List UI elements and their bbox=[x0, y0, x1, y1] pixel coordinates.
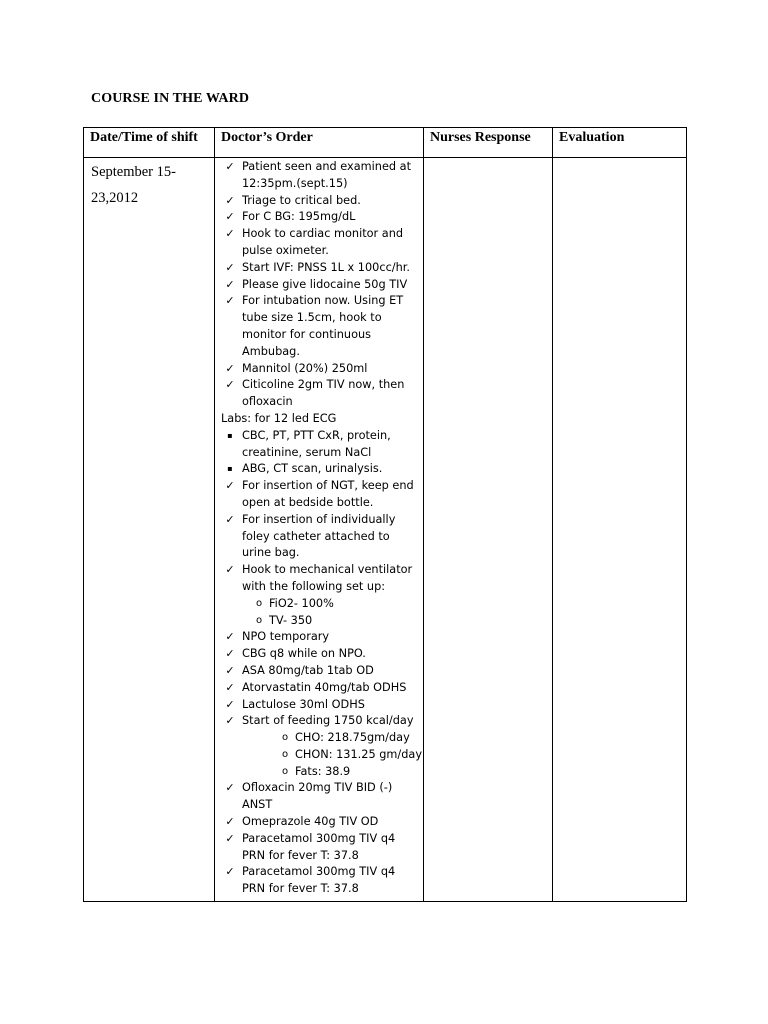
order-text: ASA 80mg/tab 1tab OD bbox=[242, 663, 374, 677]
list-item bbox=[215, 831, 423, 865]
order-text: FiO2- 100% bbox=[269, 596, 334, 610]
header-date-time: Date/Time of shift bbox=[84, 128, 215, 158]
list-item bbox=[215, 512, 423, 562]
list-item bbox=[215, 814, 423, 831]
order-text: Triage to critical bed. bbox=[242, 193, 361, 207]
checkmark-icon: ✓ bbox=[225, 563, 235, 577]
header-nurses-response: Nurses Response bbox=[424, 128, 553, 158]
list-item bbox=[215, 747, 423, 764]
list-item bbox=[215, 646, 423, 663]
order-text: Lactulose 30ml ODHS bbox=[242, 697, 365, 711]
checkmark-icon: ✓ bbox=[225, 865, 235, 879]
checkmark-icon: ✓ bbox=[225, 815, 235, 829]
document-title: COURSE IN THE WARD bbox=[91, 91, 250, 106]
list-item bbox=[215, 697, 423, 714]
order-text: Paracetamol 300mg TIV q4 PRN for fever T: 37.8 bbox=[242, 865, 396, 896]
header-doctors-order: Doctor’s Order bbox=[215, 128, 424, 158]
circle-bullet-icon: o bbox=[255, 614, 263, 626]
checkmark-icon: ✓ bbox=[225, 714, 235, 728]
list-item bbox=[215, 277, 423, 294]
list-item: Labs: for 12 led ECG bbox=[221, 411, 337, 425]
order-text: For insertion of individually foley catheter attached to urine bag. bbox=[242, 512, 396, 560]
doctors-order-cell bbox=[215, 158, 424, 902]
order-text: Atorvastatin 40mg/tab ODHS bbox=[242, 680, 407, 694]
order-text: Omeprazole 40g TIV OD bbox=[242, 815, 379, 829]
checkmark-icon: ✓ bbox=[225, 680, 235, 694]
list-item bbox=[215, 730, 423, 747]
order-text: NPO temporary bbox=[242, 630, 330, 644]
order-text: CBC, PT, PTT CxR, protein, creatinine, serum NaCl bbox=[242, 428, 391, 459]
order-text: CHON: 131.25 gm/day bbox=[295, 747, 423, 761]
order-text: TV- 350 bbox=[269, 613, 313, 627]
list-item bbox=[215, 613, 423, 630]
list-item bbox=[215, 764, 423, 781]
checkmark-icon: ✓ bbox=[225, 294, 235, 308]
list-item bbox=[215, 680, 423, 697]
list-item bbox=[215, 428, 423, 462]
order-text: ABG, CT scan, urinalysis. bbox=[242, 462, 383, 476]
date-cell: September 15-23,2012 bbox=[84, 158, 215, 902]
order-text: Ofloxacin 20mg TIV BID (-) ANST bbox=[242, 781, 393, 812]
list-item bbox=[215, 209, 423, 226]
order-text: Citicoline 2gm TIV now, then ofloxacin bbox=[242, 378, 405, 409]
order-text: For insertion of NGT, keep end open at bedside bottle. bbox=[242, 479, 414, 509]
checkmark-icon: ✓ bbox=[225, 697, 235, 711]
list-item bbox=[215, 361, 423, 378]
list-item bbox=[215, 193, 423, 210]
order-text: Mannitol (20%) 250ml bbox=[242, 361, 368, 375]
list-item bbox=[215, 226, 423, 260]
order-text: CBG q8 while on NPO. bbox=[242, 647, 366, 661]
checkmark-icon: ✓ bbox=[225, 663, 235, 677]
checkmark-icon: ✓ bbox=[225, 512, 235, 526]
checkmark-icon: ✓ bbox=[225, 831, 235, 845]
list-item bbox=[215, 377, 423, 411]
list-item bbox=[215, 663, 423, 680]
circle-bullet-icon: o bbox=[255, 597, 263, 609]
table-row bbox=[84, 158, 687, 902]
ward-course-table bbox=[83, 127, 687, 902]
evaluation-cell bbox=[553, 158, 687, 902]
order-text: Start IVF: PNSS 1L x 100cc/hr. bbox=[242, 260, 410, 274]
checkmark-icon: ✓ bbox=[225, 630, 235, 644]
order-text: Start of feeding 1750 kcal/day bbox=[242, 714, 414, 728]
checkmark-icon: ✓ bbox=[225, 193, 235, 207]
list-item bbox=[215, 864, 423, 898]
checkmark-icon: ✓ bbox=[225, 647, 235, 661]
checkmark-icon: ✓ bbox=[225, 479, 235, 493]
order-text: Patient seen and examined at 12:35pm.(sept.15) bbox=[242, 160, 412, 190]
checkmark-icon: ✓ bbox=[225, 361, 235, 375]
order-text: Paracetamol 300mg TIV q4 PRN for fever T: 37.8 bbox=[242, 831, 396, 862]
square-bullet-icon: ▪ bbox=[227, 464, 233, 474]
order-text: Please give lidocaine 50g TIV bbox=[242, 277, 408, 291]
order-text: CHO: 218.75gm/day bbox=[295, 731, 410, 745]
circle-bullet-icon: o bbox=[281, 765, 289, 777]
list-item bbox=[215, 713, 423, 730]
list-item bbox=[215, 159, 423, 193]
list-item bbox=[215, 461, 423, 478]
checkmark-icon: ✓ bbox=[225, 227, 235, 241]
orders-list bbox=[215, 159, 423, 898]
order-text: Hook to cardiac monitor and pulse oximeter. bbox=[242, 227, 404, 257]
checkmark-icon: ✓ bbox=[225, 378, 235, 392]
order-text: Fats: 38.9 bbox=[295, 764, 351, 778]
square-bullet-icon: ▪ bbox=[227, 430, 233, 440]
circle-bullet-icon: o bbox=[281, 732, 289, 744]
list-item bbox=[215, 596, 423, 613]
list-item bbox=[215, 260, 423, 277]
checkmark-icon: ✓ bbox=[225, 277, 235, 291]
checkmark-icon: ✓ bbox=[225, 781, 235, 795]
checkmark-icon: ✓ bbox=[225, 260, 235, 274]
list-item bbox=[215, 562, 423, 596]
order-text: For intubation now. Using ET tube size 1.5cm, hook to monitor for continuous Ambubag. bbox=[242, 294, 404, 358]
order-text: Hook to mechanical ventilator with the following set up: bbox=[242, 563, 413, 593]
list-item bbox=[215, 629, 423, 646]
table-header-row bbox=[84, 128, 687, 158]
checkmark-icon: ✓ bbox=[225, 210, 235, 224]
checkmark-icon: ✓ bbox=[225, 160, 235, 173]
nurses-response-cell bbox=[424, 158, 553, 902]
header-evaluation: Evaluation bbox=[553, 128, 687, 158]
order-text: For C BG: 195mg/dL bbox=[242, 210, 356, 224]
list-item bbox=[215, 293, 423, 360]
list-item bbox=[215, 780, 423, 814]
circle-bullet-icon: o bbox=[281, 748, 289, 760]
list-item bbox=[215, 478, 423, 512]
